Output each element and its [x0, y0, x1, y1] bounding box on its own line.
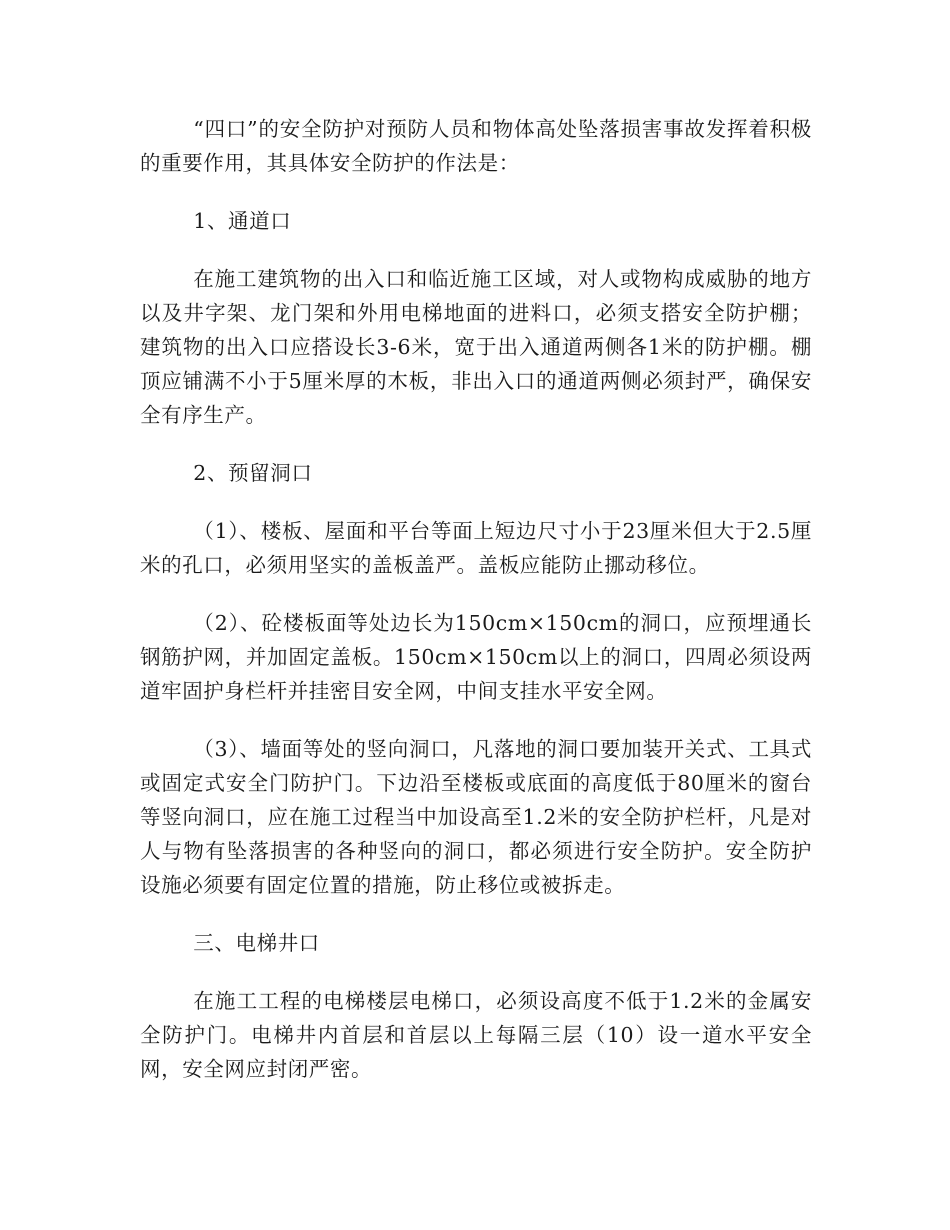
intro-paragraph: “四口”的安全防护对预防人员和物体高处坠落损害事故发挥着积极的重要作用，其具体安全防护的作法是： — [140, 117, 812, 175]
reserved-opening-item-3: （3）、墙面等处的竖向洞口，凡落地的洞口要加装开关式、工具式或固定式安全门防护门。下边沿至楼板或底面的高度低于80厘米的窗台等竖向洞口，应在施工过程当中加设高至1.2米的安全防护栏杆，凡是对人与物有坠落损害的各种竖向的洞口，都必须进行安全防护。安全防护设施必须要有固定位置的措施，防止移位或被拆走。 — [140, 737, 812, 897]
reserved-opening-item-2: （2）、砼楼板面等处边长为150cm×150cm的洞口，应预埋通长钢筋护网，并加固定盖板。150cm×150cm以上的洞口，四周必须设两道牢固护身栏杆并挂密目安全网，中间支挂水平安全网。 — [140, 611, 812, 703]
passage-paragraph: 在施工建筑物的出入口和临近施工区域，对人或物构成威胁的地方以及井字架、龙门架和外用电梯地面的进料口，必须支搭安全防护棚；建筑物的出入口应搭设长3-6米，宽于出入通道两侧各1米的防护棚。棚顶应铺满不小于5厘米厚的木板，非出入口的通道两侧必须封严，确保安全有序生产。 — [140, 267, 812, 427]
section-heading-passage: 1、通道口 — [193, 209, 292, 233]
section-heading-elevator-shaft: 三、电梯井口 — [193, 931, 320, 955]
document-body — [140, 112, 812, 1086]
reserved-opening-item-1: （1）、楼板、屋面和平台等面上短边尺寸小于23厘米但大于2.5厘米的孔口，必须用坚实的盖板盖严。盖板应能防止挪动移位。 — [140, 519, 812, 577]
section-heading-reserved-opening: 2、预留洞口 — [193, 461, 313, 485]
elevator-shaft-paragraph: 在施工工程的电梯楼层电梯口，必须设高度不低于1.2米的金属安全防护门。电梯井内首层和首层以上每隔三层（10）设一道水平安全网，安全网应封闭严密。 — [140, 989, 812, 1081]
